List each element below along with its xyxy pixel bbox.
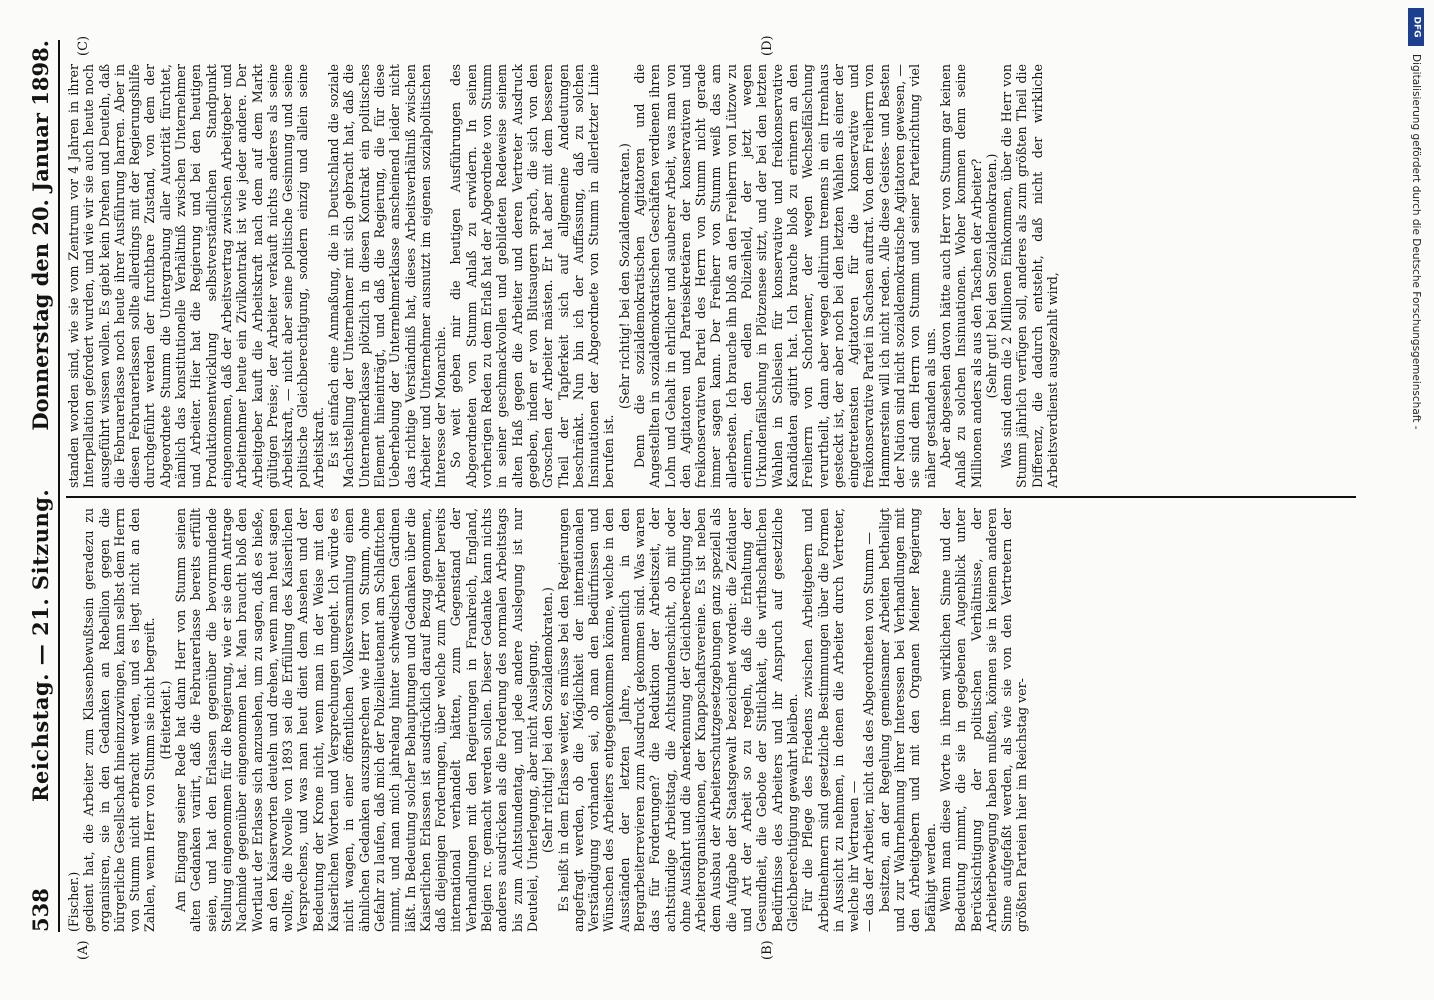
quotation: Für die Pflege des Friedens zwischen Arbeitgebern und Arbeitnehmern sind gesetzliche Bestimmungen über die Formen in Aussicht zu nehmen, in denen die Arbeiter durch Vertreter, welche ihr Vertrauen — [800,508,862,932]
interjection: (Sehr richtig! bei den Sozialdemokraten.) [616,143,632,409]
session-date: Donnerstag den 20. Januar 1898. [28,40,53,431]
interjection: (Sehr gut! bei den Sozialdemokraten.) [983,153,999,399]
paragraph: Am Eingang seiner Rede hat dann Herr von Stumm seinen alten Gedanken variirt, daß die Februarerlasse bereits erfüllt seien, und hat den Erlassen gegenüber die bevormundende Stellung eingenommen für die Regierung, wie er sie dem Antrage Nachmide gegenüber eingenommen hat. Man braucht bloß den Wortlaut der Erlasse sich anzusehen, um zu sagen, daß es hieße, an den Kaiserworten deuteln und drehen, wenn man heut sagen wollte, die Novelle von 1893 sei die Erfüllung des Kaiserlichen Versprechens, und was man heut dient dem Ansehen und der Bedeutung der Krone nicht, wenn man in der Weise mit den Kaiserlichen Worten und Versprechungen umgeht. Ich würde es nicht wagen, in einer öffentlichen Volksversammlung einen ähnlichen Gedanken auszusprechen wie Herr von Stumm, ohne Gefahr zu laufen, daß mich der Polizeilieutenant am Schlafittchen nimmt, und man mich jahrelang hinter schwedischen Gardinen läßt. In Bedeutung solcher Behauptungen und Gedanken über die Kaiserlichen Erlassen ist ausdrücklich darauf Bezug genommen, daß diejenigen Forderungen, über welche zum Arbeiter bereits international verhandelt hätten, zum Gegenstand der Verhandlungen mit den Regierungen in Frankreich, England, Belgien rc. gemacht werden sollen. Dieser Gedanke kann nichts anderes ausdrücken als die Forderung des normalen Arbeitstags bis zum Achtstundentag, und jede andere Auslegung ist nur Deutelei, Unterlegung, aber nicht Auslegung. [173,508,540,932]
paragraph: standen worden sind, wie sie vom Zentrum vor 4 Jahren in ihrer Interpellation gefordert wurden, und wie wir sie auch heute noch ausgeführt wissen wollen. Es giebt kein Drehen und Deuteln, daß die Februarerlasse noch heute ihrer Ausführung harren. Aber in diesen Februarerlassen sollte allerdings mit der Regierungshilfe durchgeführt werden der furchtbare Zustand, von dem der Abgeordnete Stumm die Untergrabung aller Autorität fürchtet, nämlich das konstitutionelle Verhältniß zwischen Unternehmer und Arbeiter. Hier hat die Regierung und bei den heutigen Produktionsentwicklung selbstverständlichen Standpunkt eingenommen, daß der Arbeitsvertrag zwischen Arbeitgeber und Arbeitnehmer heute ein Zivilkontrakt ist wie jeder andere. Der Arbeitgeber kauft die Arbeitskraft nach dem auf dem Markt gültigen Preise; der Arbeiter verkauft nichts anderes als seine Arbeitskraft, — nicht aber seine politische Gesinnung und seine politische Gleichberechtigung, sondern einzig und allein seine Arbeitskraft. [66,64,326,488]
page-header [18,40,60,932]
paragraph: — das der Arbeiter, nicht das des Abgeordneten von Stumm — [861,532,877,932]
paragraph: Es heißt in dem Erlasse weiter, es müsse bei den Regierungen angefragt werden, ob die Möglichkeit der internationalen Verständigung vorhanden sei, ob man den Bedürfnissen und Wünschen des Arbeiters entgegenkommen könne, welche in den Ausständen der letzten Jahre, namentlich in den Bergarbeiterrevieren zum Ausdruck gekommen sind. Was waren das für Forderungen? die Reduktion der Arbeitszeit, der achtstündige Arbeitstag, die Achtstundenschicht, ob mit oder ohne Ausfahrt und die Anerkennung der Gleichberechtigung der Arbeiterorganisationen, der Knappschaftsvereine. Es ist neben dem Ausbau der Arbeiterschutzgesetzgebungen ganz speziell als die Aufgabe der Staatsgewalt bezeichnet worden: die Zeitdauer und Art der Arbeit so zu regeln, daß die Erhaltung der Gesundheit, die Gebote der Sittlichkeit, die wirthschaftlichen Bedürfnisse des Arbeiters und ihr Anspruch auf gesetzliche Gleichberechtigung gewahrt bleiben. [555,508,800,932]
paragraph: Aber abgesehen davon hätte auch Herr von Stumm gar keinen Anlaß zu solchen Insinuationen. Woher kommen denn seine Millionen anders als aus den Taschen der Arbeiter? [937,64,984,488]
page-number: 538 [28,888,53,932]
right-column [66,64,1356,488]
paragraph: gedient hat, die Arbeiter zum Klassenbewußtsein geradezu zu organisiren, sie in den Gedanken an Rebellion gegen die bürgerliche Gesellschaft hineinzuzwingen, kann selbst dem Herrn von Stumm nicht erbracht werden, und es liegt nicht an den Zahlen, wenn Herr von Stumm sie nicht begreift. [81,508,158,932]
margin-marker-d: (D) [760,35,775,56]
paragraph: Es ist einfach eine Anmaßung, die in Deutschland die soziale Machtstellung der Unternehmer mit sich gebracht hat, daß die Unternehmerklasse plötzlich in diesen Kontrakt ein politisches Element hineinträgt, und daß die Regierung, die für diese Ueberhebung der Unternehmerklasse anscheinend leider nicht das richtige Verständniß hat, dieses Arbeitsverhältniß zwischen Arbeiter und Unternehmer ausnutzt im eigenen sozialpolitischen Interesse der Monarchie. [326,64,449,488]
session-title: Reichstag. — 21. Sitzung. [28,488,53,802]
dfg-logo: DFG [1408,8,1424,46]
left-column [66,508,1356,932]
paragraph: Denn die sozialdemokratischen Agitatoren und die Angestellten in sozialdemokratischen Geschäften verdienen ihren Lohn und Gehalt in ehrlicher und sauberer Arbeit, was man von den Agitatoren und Parteisekretären der konservativen und freikonservativen Partei des Herrn von Stumm nicht gerade immer sagen kann. Der Freiherr von Stumm weiß das am allerbesten. Ich brauche ihn bloß an den Freiherrn von Lützow zu erinnern, den edlen Polizeiheld, der jetzt wegen Urkundenfälschung in Plötzensee sitzt, und der bei den letzten Wahlen in Schlesien für konservative und freikonservative Kandidaten agitirt hat. Ich brauche bloß zu erinnern an den Freiherrn von Schorlemer, der wegen Wechselfälschung verurtheilt, dann aber wegen delirium tremens in ein Irrenhaus gesteckt ist, der aber noch bei den letzten Wahlen als einer der eingetretensten Agitatoren für die konservative und freikonservative Partei in Sachsen auftrat. Von dem Freiherrn von Hammerstein will ich nicht reden. Alle diese Geistes- und Besten der Nation sind nicht sozialdemokratische Agitatoren gewesen, — sie sind dem Herrn von Stumm und seiner Parteirichtung viel näher gestanden als uns. [631,64,938,488]
speaker-tag: (Fischer.) [66,871,81,932]
paragraph: Wenn man diese Worte in ihrem wirklichen Sinne und der Bedeutung nimmt, die sie in gegebenen Augenblick unter Berücksichtigung der politischen Verhältnisse, der Arbeiterbewegung haben mußten, können sie in keinem anderen Sinne aufgefaßt werden, als wie sie von den Vertretern der größten Parteien hier im Reichstag ver- [937,508,1030,932]
column-rule [66,496,1356,498]
paragraph: So weit geben mir die heutigen Ausführungen des Abgeordneten von Stumm Anlaß zu erwidern. In seinen vorherigen Reden zu dem Erlaß hat der Abgeordnete von Stumm in seiner geschmackvollen und gebildeten Redeweise seinem alten Haß gegen die Arbeiter und deren Vertreter Ausdruck gegeben, indem er von Blutsaugern sprach, die sich von den Groschen der Arbeiter mästen. Er hat aber mit dem besseren Theil der Tapferkeit sich auf allgemeine Andeutungen beschränkt. Nun bin ich der Auffassung, daß zu solchen Insinuationen der Abgeordnete von Stumm in allerletzter Linie berufen ist. [448,64,617,488]
quotation: besitzen, an der Regelung gemeinsamer Arbeiten betheiligt und zur Wahrnehmung ihrer Interessen bei Verhandlungen mit den Arbeitgebern und mit den Organen Meiner Regierung befähigt werden. [876,508,938,932]
interjection: (Heiterkeit.) [157,680,173,760]
paragraph: Was sind denn die 2 Millionen Einkommen, über die Herr von Stumm jährlich verfügen soll, anderes als zum größten Theil die Differenz, die dadurch entsteht, daß nicht der wirkliche Arbeitsverdienst ausgezahlt wird, [999,64,1060,488]
interjection: (Sehr richtig! bei den Sozialdemokraten.) [540,587,556,853]
funding-note: Digitalisierung gefördert durch die Deutsche Forschungsgemeinschaft - [1410,54,1422,430]
digitization-sidebar [1408,8,1428,992]
margin-marker-a: (A) [76,940,91,960]
margin-marker-b: (B) [760,940,775,960]
margin-marker-c: (C) [76,35,91,56]
